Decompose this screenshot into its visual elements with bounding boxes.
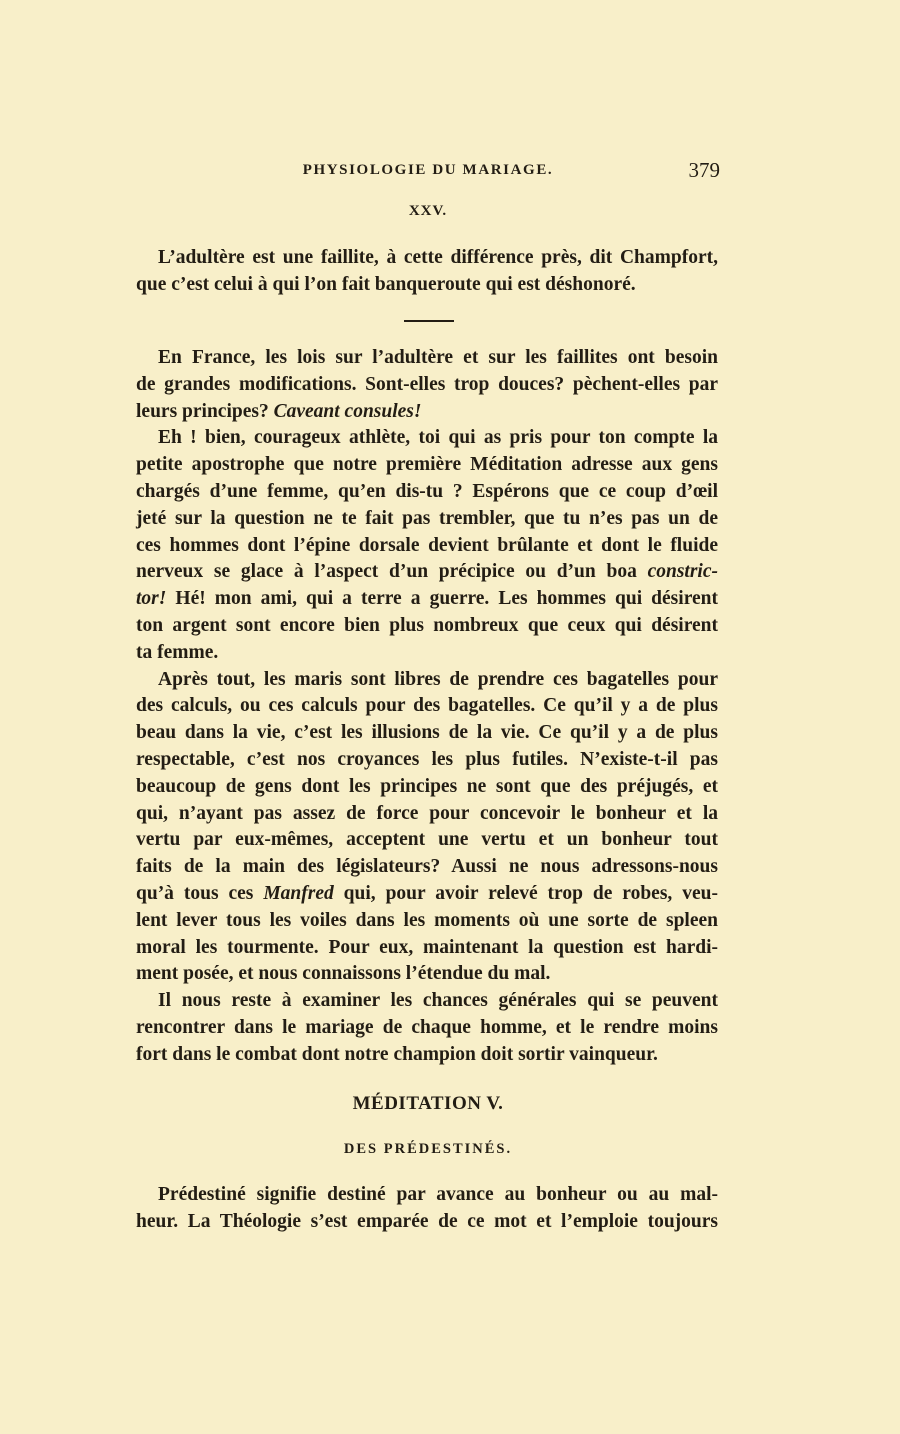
- text-line: [136, 935, 718, 962]
- text-line: [136, 345, 718, 372]
- text-line: [136, 479, 718, 506]
- text-line: [136, 988, 718, 1015]
- line-text: faits de la main des législateurs? Aussi ne nous adressons-nous: [136, 856, 718, 878]
- line-text: rencontrer dans le mariage de chaque homme, et le rendre moins: [136, 1016, 718, 1038]
- text-line: [136, 881, 718, 908]
- text-line: [136, 586, 718, 613]
- line-text: petite apostrophe que notre première Méditation adresse aux gens: [136, 454, 718, 476]
- italic-text: Manfred: [263, 882, 334, 904]
- body-text: [136, 345, 718, 1069]
- text-line: [136, 720, 718, 747]
- running-head: [136, 158, 720, 184]
- text-line: [136, 1209, 718, 1236]
- text-line: [136, 1042, 718, 1069]
- text-line: [136, 693, 718, 720]
- line-text: ces hommes dont l’épine dorsale devient brûlante et dont le fluide: [136, 534, 718, 556]
- text-line: [136, 559, 718, 586]
- text-line: [136, 1015, 718, 1042]
- line-text: Hé! mon ami, qui a terre a guerre. Les hommes qui désirent: [166, 588, 718, 610]
- text-line: [136, 452, 718, 479]
- running-title: PHYSIOLOGIE DU MARIAGE.: [302, 162, 554, 178]
- page-number: 379: [688, 158, 720, 182]
- line-text: moral les tourmente. Pour eux, maintenant la question est hardi-: [136, 936, 718, 958]
- text-line: [136, 425, 718, 452]
- line-text: beau dans la vie, c’est les illusions de la vie. Ce qu’il y a de plus: [136, 722, 718, 744]
- line-text: Eh ! bien, courageux athlète, toi qui as pris pour ton compte la: [158, 427, 718, 449]
- line-text: ment posée, et nous connaissons l’étendue du mal.: [136, 963, 551, 985]
- text-line: [136, 1182, 718, 1209]
- section-number: XXV.: [408, 203, 448, 219]
- text-line: [136, 272, 718, 299]
- text-line: [136, 854, 718, 881]
- meditation-opening-text: [136, 1182, 718, 1236]
- italic-text: tor!: [136, 588, 167, 610]
- line-text: ta femme.: [136, 641, 219, 663]
- text-line: [136, 747, 718, 774]
- line-text: chargés d’une femme, qu’en dis-tu ? Espérons que ce coup d’œil: [136, 480, 718, 502]
- line-text: des calculs, ou ces calculs pour des bagatelles. Ce qu’il y a de plus: [136, 695, 718, 717]
- text-line: [136, 667, 718, 694]
- line-text: de grandes modifications. Sont-elles trop douces? pèchent-elles par: [136, 373, 718, 395]
- line-text: jeté sur la question ne te fait pas trembler, que tu n’es pas un de: [136, 507, 718, 529]
- line-text: En France, les lois sur l’adultère et sur les faillites ont besoin: [158, 347, 718, 368]
- text-line: [136, 774, 718, 801]
- line-text: L’adultère est une faillite, à cette différence près, dit Champfort,: [158, 247, 718, 268]
- line-text: qu’à tous ces: [136, 882, 264, 904]
- line-text: vertu par eux-mêmes, acceptent une vertu et un bonheur tout: [136, 829, 718, 851]
- separator-rule: [404, 320, 454, 322]
- line-text: Prédestiné signifie destiné par avance au bonheur ou au mal-: [158, 1184, 718, 1205]
- text-line: [136, 801, 718, 828]
- italic-text: Caveant consules!: [273, 400, 422, 422]
- line-text: lent lever tous les voiles dans les moments où une sorte de spleen: [136, 909, 718, 931]
- text-line: [136, 640, 718, 667]
- meditation-subtitle: DES PRÉDESTINÉS.: [343, 1141, 513, 1157]
- line-text: heur. La Théologie s’est emparée de ce mot et l’emploie toujours: [136, 1210, 718, 1232]
- quote-paragraph: [136, 245, 718, 299]
- line-text: que c’est celui à qui l’on fait banqueroute qui est déshonoré.: [136, 273, 636, 295]
- italic-text: constric-: [647, 561, 718, 583]
- text-line: [136, 372, 718, 399]
- text-line: [136, 533, 718, 560]
- text-line: [136, 827, 718, 854]
- line-text: qui, n’ayant pas assez de force pour concevoir le bonheur et la: [136, 802, 718, 824]
- line-text: nerveux se glace à l’aspect d’un précipice ou d’un boa: [136, 561, 648, 583]
- line-text: Il nous reste à examiner les chances générales qui se peuvent: [158, 990, 718, 1012]
- text-line: [136, 908, 718, 935]
- line-text: fort dans le combat dont notre champion doit sortir vainqueur.: [136, 1043, 658, 1065]
- line-text: qui, pour avoir relevé trop de robes, veu-: [333, 882, 718, 904]
- text-line: [136, 506, 718, 533]
- text-line: [136, 245, 718, 272]
- line-text: beaucoup de gens dont les principes ne sont que des préjugés, et: [136, 775, 718, 797]
- text-line: [136, 613, 718, 640]
- meditation-title: MÉDITATION V.: [352, 1093, 504, 1114]
- line-text: leurs principes?: [136, 400, 274, 422]
- text-line: [136, 961, 718, 988]
- text-line: [136, 399, 718, 426]
- line-text: Après tout, les maris sont libres de prendre ces bagatelles pour: [158, 668, 718, 690]
- line-text: ton argent sont encore bien plus nombreux que ceux qui désirent: [136, 614, 718, 636]
- line-text: respectable, c’est nos croyances les plus futiles. N’existe-t-il pas: [136, 748, 718, 770]
